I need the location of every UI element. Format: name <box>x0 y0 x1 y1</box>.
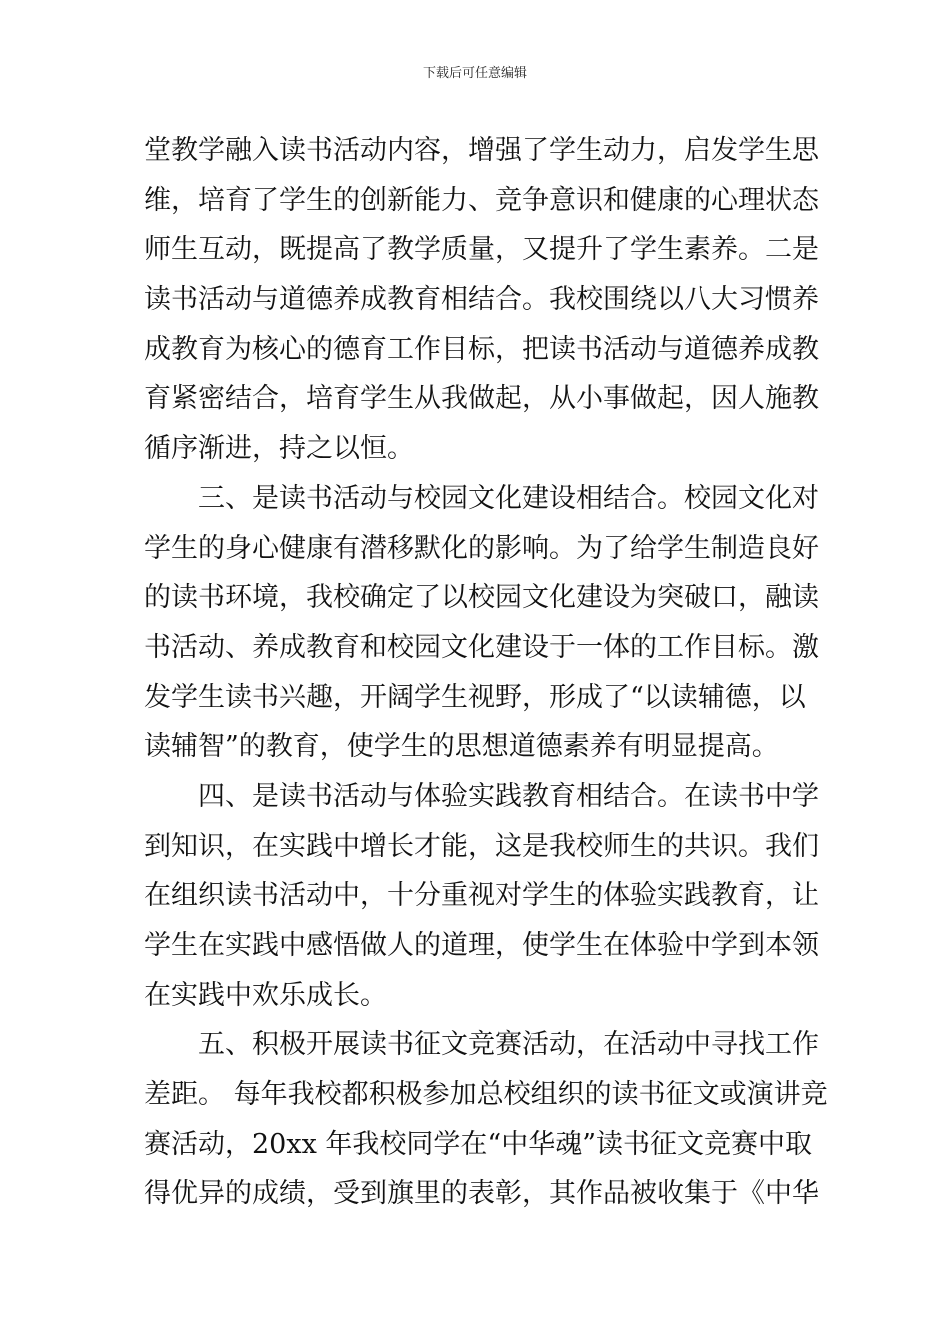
text-line: 到知识，在实践中增长才能，这是我校师生的共识。我们 <box>144 830 819 862</box>
text-line: 书活动、养成教育和校园文化建设于一体的工作目标。激 <box>144 631 819 663</box>
text-line: 育紧密结合，培育学生从我做起，从小事做起，因人施教 <box>144 383 819 415</box>
text-line: 得优异的成绩，受到旗里的表彰，其作品被收集于《中华 <box>144 1178 819 1210</box>
text-line: 读辅智”的教育，使学生的思想道德素养有明显提高。 <box>144 731 779 763</box>
text-line: 差距。 每年我校都积极参加总校组织的读书征文或演讲竞 <box>144 1079 828 1111</box>
paragraph-start-line: 五、积极开展读书征文竞赛活动，在活动中寻找工作 <box>198 1029 819 1061</box>
text-line: 赛活动，20xx 年我校同学在“中华魂”读书征文竞赛中取 <box>144 1128 812 1160</box>
text-line: 读书活动与道德养成教育相结合。我校围绕以八大习惯养 <box>144 284 819 316</box>
paragraph-start-line: 四、是读书活动与体验实践教育相结合。在读书中学 <box>198 780 819 812</box>
text-line: 师生互动，既提高了教学质量，又提升了学生素养。二是 <box>144 234 819 266</box>
text-line: 循序渐进，持之以恒。 <box>144 433 414 465</box>
document-body <box>144 126 828 1219</box>
text-line: 发学生读书兴趣，开阔学生视野，形成了“以读辅德，以 <box>144 681 806 713</box>
text-line: 学生的身心健康有潜移默化的影响。为了给学生制造良好 <box>144 532 819 564</box>
text-line: 学生在实践中感悟做人的道理，使学生在体验中学到本领 <box>144 930 819 961</box>
text-line: 维，培育了学生的创新能力、竞争意识和健康的心理状态 <box>144 184 819 216</box>
text-line: 的读书环境，我校确定了以校园文化建设为突破口，融读 <box>144 582 819 614</box>
page-header: 下载后可任意编辑 <box>422 66 527 81</box>
text-line: 堂教学融入读书活动内容，增强了学生动力，启发学生思 <box>144 135 819 166</box>
text-line: 在实践中欢乐成长。 <box>144 979 387 1011</box>
text-line: 成教育为核心的德育工作目标，把读书活动与道德养成教 <box>144 333 819 365</box>
text-line: 在组织读书活动中，十分重视对学生的体验实践教育，让 <box>144 880 819 912</box>
paragraph-start-line: 三、是读书活动与校园文化建设相结合。校园文化对 <box>198 482 819 514</box>
